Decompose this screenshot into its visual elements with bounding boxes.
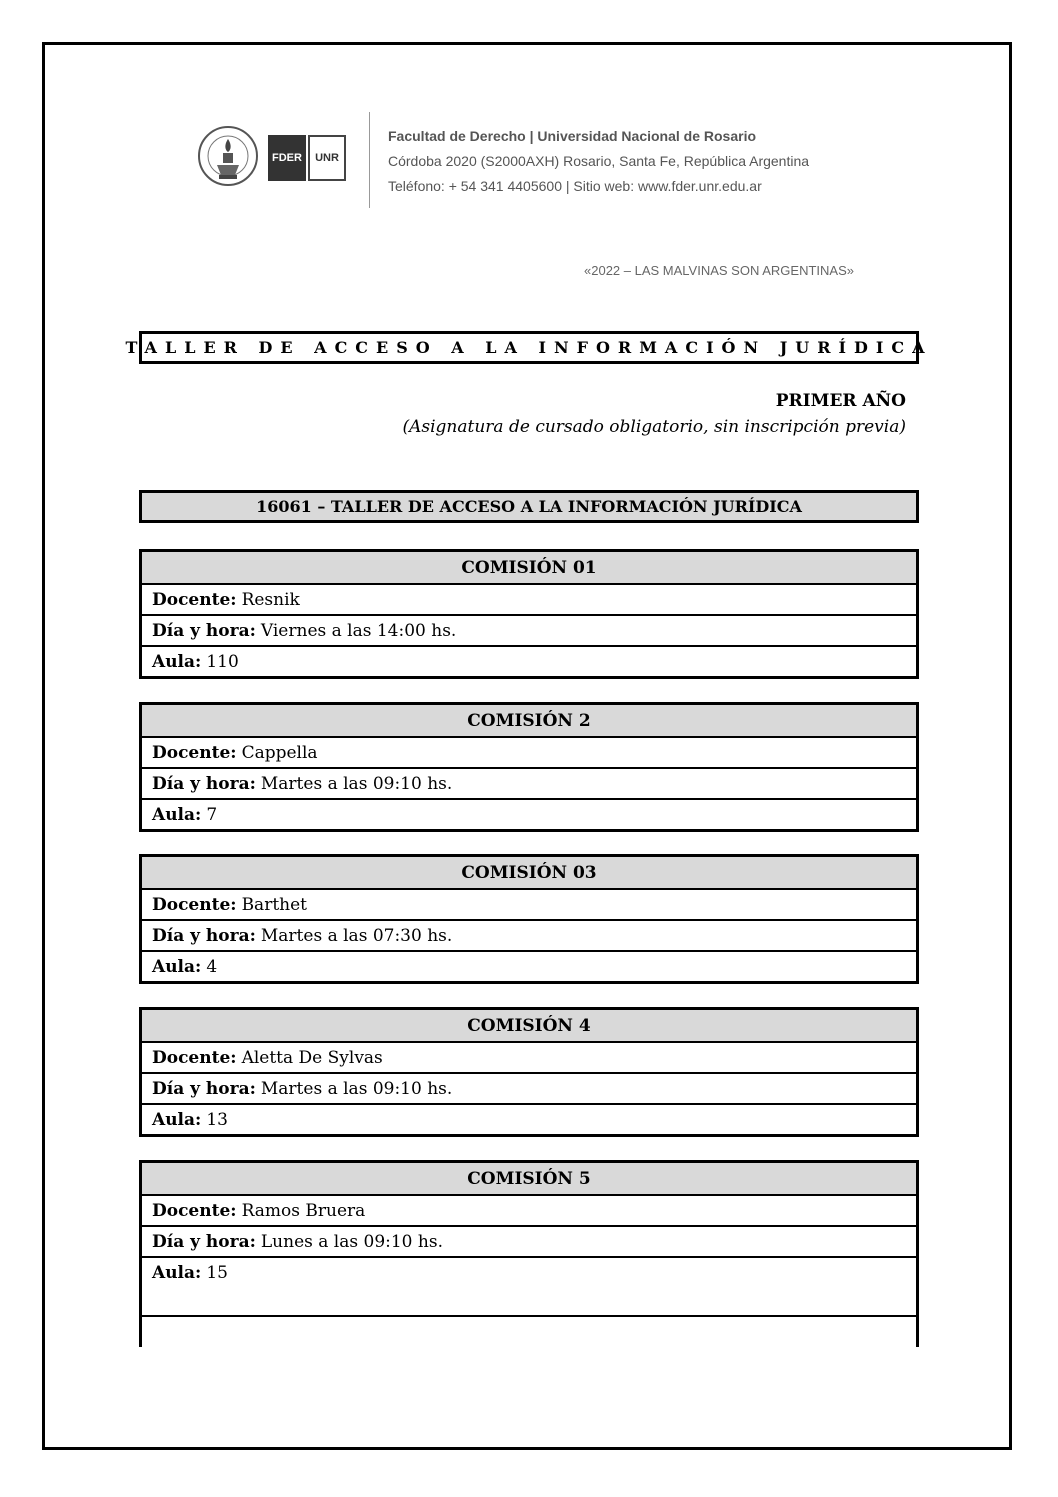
university-seal-logo	[197, 123, 259, 193]
schedule-row	[142, 767, 916, 798]
commission-name: COMISIÓN 03	[142, 857, 916, 888]
classroom-value: 13	[206, 1109, 228, 1130]
schedule-label: Día y hora:	[152, 925, 256, 946]
schedule-value: Lunes a las 09:10 hs.	[260, 1231, 443, 1252]
docente-value: Cappella	[241, 742, 318, 763]
schedule-row	[142, 614, 916, 645]
classroom-row	[142, 1103, 916, 1134]
schedule-value: Martes a las 09:10 hs.	[260, 1078, 453, 1099]
classroom-value: 110	[206, 651, 239, 672]
classroom-label: Aula:	[152, 804, 202, 825]
document-title: TALLER DE ACCESO A LA INFORMACIÓN JURÍDICA	[139, 331, 919, 364]
commission-table	[139, 702, 919, 832]
empty-table-rows	[139, 1285, 919, 1347]
classroom-row	[142, 645, 916, 676]
commission-name: COMISIÓN 01	[142, 552, 916, 583]
docente-row	[142, 1041, 916, 1072]
subject-note: (Asignatura de cursado obligatorio, sin inscripción previa)	[402, 417, 906, 437]
commission-table	[139, 549, 919, 679]
docente-row	[142, 736, 916, 767]
motto: «2022 – LAS MALVINAS SON ARGENTINAS»	[584, 263, 854, 278]
fder-logo: FDER	[268, 135, 306, 181]
course-header: 16061 – TALLER DE ACCESO A LA INFORMACIÓN JURÍDICA	[139, 490, 919, 523]
docente-row	[142, 888, 916, 919]
schedule-row	[142, 1072, 916, 1103]
docente-value: Barthet	[241, 894, 307, 915]
classroom-label: Aula:	[152, 956, 202, 977]
commission-name: COMISIÓN 5	[142, 1163, 916, 1194]
docente-row	[142, 583, 916, 614]
schedule-label: Día y hora:	[152, 620, 256, 641]
schedule-label: Día y hora:	[152, 1078, 256, 1099]
schedule-label: Día y hora:	[152, 1231, 256, 1252]
docente-value: Aletta De Sylvas	[241, 1047, 383, 1068]
institution-name: Facultad de Derecho | Universidad Nacional de Rosario	[388, 128, 757, 144]
docente-label: Docente:	[152, 589, 237, 610]
commission-table	[139, 1160, 919, 1287]
classroom-value: 7	[206, 804, 218, 825]
schedule-row	[142, 919, 916, 950]
row-divider	[142, 1315, 916, 1317]
classroom-row	[142, 1256, 916, 1287]
year-label: PRIMER AÑO	[775, 391, 906, 411]
docente-value: Resnik	[241, 589, 300, 610]
schedule-value: Viernes a las 14:00 hs.	[260, 620, 457, 641]
docente-value: Ramos Bruera	[241, 1200, 366, 1221]
schedule-value: Martes a las 07:30 hs.	[260, 925, 453, 946]
classroom-value: 15	[206, 1262, 228, 1283]
schedule-row	[142, 1225, 916, 1256]
docente-label: Docente:	[152, 742, 237, 763]
classroom-row	[142, 950, 916, 981]
unr-logo: UNR	[308, 135, 346, 181]
classroom-label: Aula:	[152, 1109, 202, 1130]
docente-label: Docente:	[152, 894, 237, 915]
institution-contact: Teléfono: + 54 341 4405600 | Sitio web: www.fder.unr.edu.ar	[388, 178, 762, 194]
commission-table	[139, 1007, 919, 1137]
commission-name: COMISIÓN 4	[142, 1010, 916, 1041]
docente-row	[142, 1194, 916, 1225]
commission-table	[139, 854, 919, 984]
classroom-value: 4	[206, 956, 218, 977]
commission-name: COMISIÓN 2	[142, 705, 916, 736]
header-divider	[369, 112, 370, 208]
classroom-row	[142, 798, 916, 829]
docente-label: Docente:	[152, 1200, 237, 1221]
institution-address: Córdoba 2020 (S2000AXH) Rosario, Santa Fe, República Argentina	[388, 153, 810, 169]
classroom-label: Aula:	[152, 651, 202, 672]
classroom-label: Aula:	[152, 1262, 202, 1283]
docente-label: Docente:	[152, 1047, 237, 1068]
schedule-value: Martes a las 09:10 hs.	[260, 773, 453, 794]
schedule-label: Día y hora:	[152, 773, 256, 794]
